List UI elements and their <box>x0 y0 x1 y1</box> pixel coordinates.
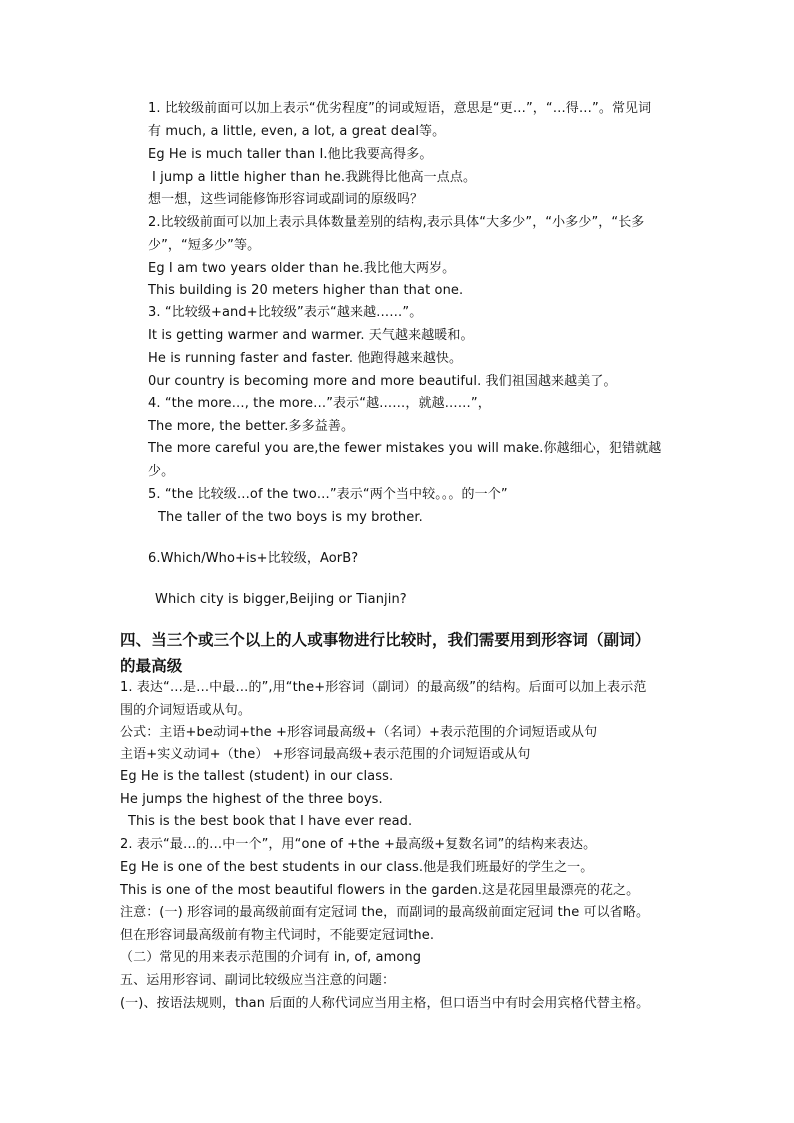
text-line: 围的介词短语或从句。 <box>120 703 252 718</box>
text-line: 6.Which/Who+is+比较级，AorB? <box>148 551 359 566</box>
text-line: 1. 表达“…是…中最…的”,用“the+形容词（副词）的最高级”的结构。后面可以加上表示范 <box>120 680 647 695</box>
text-line: 2.比较级前面可以加上表示具体数量差别的结构,表示具体“大多少”，“小多少”，“长多 <box>148 215 645 230</box>
text-line: The more careful you are,the fewer mistakes you will make.你越细心，犯错就越 <box>148 441 662 456</box>
text-line: 有 much, a little, even, a lot, a great deal等。 <box>148 124 446 139</box>
text-line: Which city is bigger,Beijing or Tianjin? <box>155 592 407 607</box>
text-line: Eg He is the tallest (student) in our class. <box>120 769 394 784</box>
text-line: He is running faster and faster. 他跑得越来越快。 <box>148 351 463 366</box>
text-line: 注意：(一) 形容词的最高级前面有定冠词 the，而副词的最高级前面定冠词 the 可以省略。 <box>120 905 650 920</box>
text-line: Eg I am two years older than he.我比他大两岁。 <box>148 261 456 276</box>
text-line: 少。 <box>148 464 175 479</box>
text-line: 公式：主语+be动词+the +形容词最高级+（名词）+表示范围的介词短语或从句 <box>120 725 598 740</box>
text-line: 4. “the more…, the more…”表示“越……，就越……”， <box>148 396 491 411</box>
text-line: 1. 比较级前面可以加上表示“优劣程度”的词或短语，意思是“更…”，“…得…”。常见词 <box>148 101 652 116</box>
text-line: 想一想，这些词能修饰形容词或副词的原级吗？ <box>148 192 424 207</box>
text-line: The more, the better.多多益善。 <box>148 419 355 434</box>
text-line: Eg He is one of the best students in our class.他是我们班最好的学生之一。 <box>120 860 594 875</box>
text-line: This is the best book that I have ever read. <box>128 814 413 829</box>
text-line: Eg He is much taller than I.他比我要高得多。 <box>148 147 433 162</box>
text-line: 3. “比较级+and+比较级”表示“越来越……”。 <box>148 305 423 320</box>
text-line: I jump a little higher than he.我跳得比他高一点点。 <box>152 170 477 185</box>
text-line: 5. “the 比较级…of the two…”表示“两个当中较。。。的一个” <box>148 487 508 502</box>
text-line: 但在形容词最高级前有物主代词时，不能要定冠词the. <box>120 928 435 943</box>
text-line: This building is 20 meters higher than that one. <box>148 283 464 298</box>
text-line: The taller of the two boys is my brother. <box>158 510 423 525</box>
text-line: 2. 表示“最…的…中一个”，用“one of +the +最高级+复数名词”的结构来表达。 <box>120 837 597 852</box>
text-line: 0ur country is becoming more and more beautiful. 我们祖国越来越美了。 <box>148 374 617 389</box>
text-line: He jumps the highest of the three boys. <box>120 792 383 807</box>
section-heading: 四、当三个或三个以上的人或事物进行比较时，我们需要用到形容词（副词） <box>120 631 651 649</box>
text-line: (一)、按语法规则，than 后面的人称代词应当用主格，但口语当中有时会用宾格代替主格。 <box>120 996 650 1011</box>
text-line: （二）常见的用来表示范围的介词有 in, of, among <box>120 950 422 965</box>
text-line: 少”，“短多少”等。 <box>148 238 261 253</box>
text-line: 主语+实义动词+（the） +形容词最高级+表示范围的介词短语或从句 <box>120 747 531 762</box>
section-heading: 的最高级 <box>120 657 183 675</box>
text-line: This is one of the most beautiful flowers in the garden.这是花园里最漂亮的花之。 <box>120 883 640 898</box>
text-line: It is getting warmer and warmer. 天气越来越暖和。 <box>148 328 474 343</box>
text-line: 五、运用形容词、副词比较级应当注意的问题： <box>120 973 396 988</box>
